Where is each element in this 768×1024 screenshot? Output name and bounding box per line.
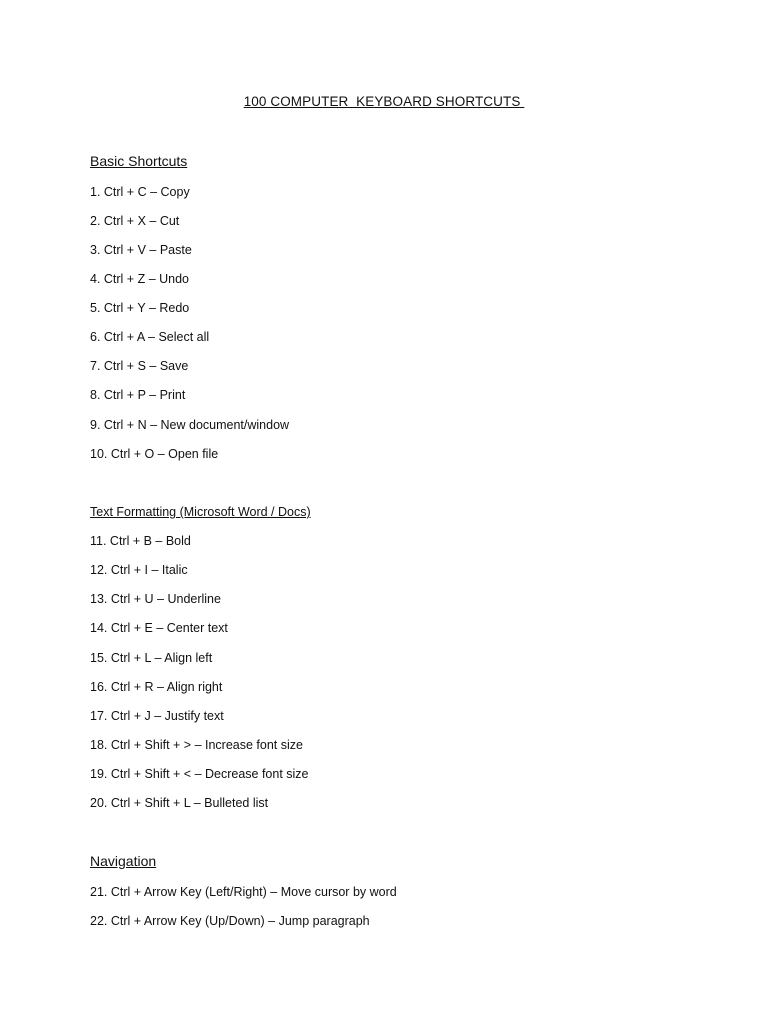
section-heading-basic-shortcuts: Basic Shortcuts [90, 153, 188, 169]
list-item: 2. Ctrl + X – Cut [90, 214, 180, 228]
list-item: 18. Ctrl + Shift + > – Increase font size [90, 738, 303, 752]
section-heading-navigation: Navigation [90, 853, 157, 869]
list-item: 12. Ctrl + I – Italic [90, 563, 188, 577]
document-title: 100 COMPUTER KEYBOARD SHORTCUTS [243, 94, 525, 109]
list-item: 4. Ctrl + Z – Undo [90, 272, 189, 286]
list-item: 22. Ctrl + Arrow Key (Up/Down) – Jump paragraph [90, 914, 370, 928]
section-heading-text-formatting: Text Formatting (Microsoft Word / Docs) [90, 505, 311, 519]
list-item: 10. Ctrl + O – Open file [90, 447, 219, 461]
list-item: 13. Ctrl + U – Underline [90, 592, 221, 606]
list-item: 11. Ctrl + B – Bold [90, 534, 191, 548]
list-item: 14. Ctrl + E – Center text [90, 621, 228, 635]
list-item: 21. Ctrl + Arrow Key (Left/Right) – Move cursor by word [90, 885, 397, 899]
list-item: 8. Ctrl + P – Print [90, 388, 186, 402]
list-item: 20. Ctrl + Shift + L – Bulleted list [90, 796, 269, 810]
list-item: 1. Ctrl + C – Copy [90, 185, 190, 199]
list-item: 17. Ctrl + J – Justify text [90, 709, 224, 723]
list-item: 6. Ctrl + A – Select all [90, 330, 210, 344]
list-item: 16. Ctrl + R – Align right [90, 680, 223, 694]
list-item: 15. Ctrl + L – Align left [90, 651, 213, 665]
list-item: 5. Ctrl + Y – Redo [90, 301, 190, 315]
list-item: 19. Ctrl + Shift + < – Decrease font size [90, 767, 309, 781]
list-item: 7. Ctrl + S – Save [90, 359, 189, 373]
list-item: 9. Ctrl + N – New document/window [90, 418, 290, 432]
list-item: 3. Ctrl + V – Paste [90, 243, 192, 257]
